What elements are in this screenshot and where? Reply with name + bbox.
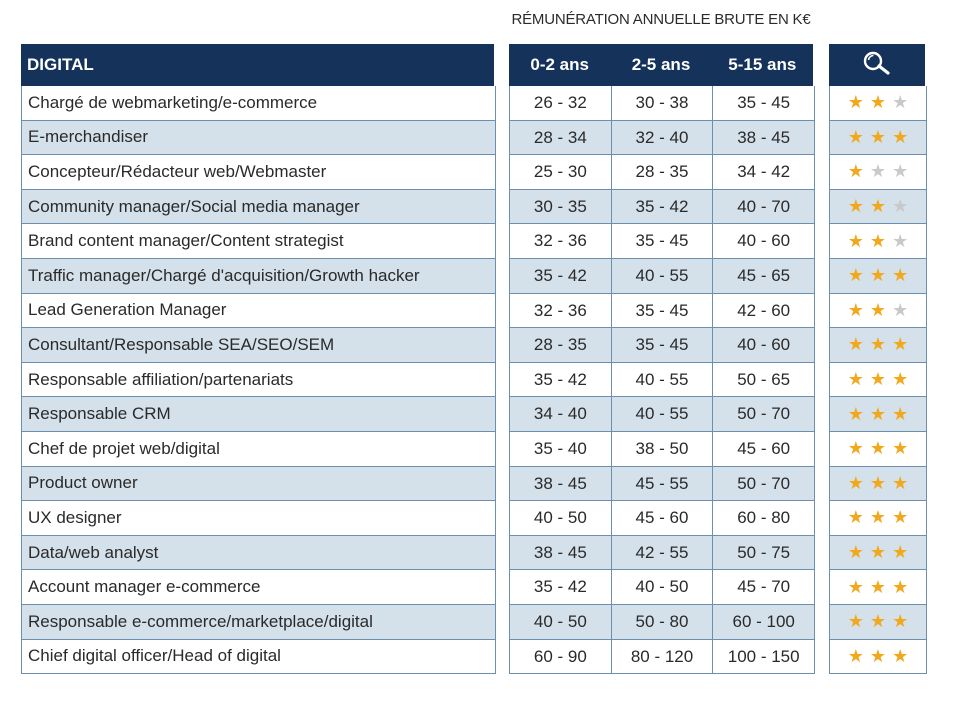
salary-range-cell: 40 - 50: [611, 570, 713, 604]
job-title-cell: Chargé de webmarketing/e-commerce: [22, 86, 495, 121]
rating-cell: [830, 397, 926, 432]
salary-row: [510, 467, 814, 502]
salary-range-cell: 35 - 45: [611, 224, 713, 258]
job-title-cell: Responsable e-commerce/marketplace/digital: [22, 605, 495, 640]
salary-range-cell: 50 - 70: [712, 397, 814, 431]
rating-cell: [830, 570, 926, 605]
star-icon: ★: [847, 645, 864, 666]
salary-row: [510, 190, 814, 225]
rating-cell: [830, 605, 926, 640]
salary-range-cell: 100 - 150: [712, 640, 814, 674]
salary-range-cell: 80 - 120: [611, 640, 713, 674]
rating-cell: [830, 294, 926, 329]
salary-range-cell: 30 - 35: [533, 196, 587, 216]
salary-row: [510, 501, 814, 536]
salary-range-cell: 45 - 65: [712, 259, 814, 293]
rating-cell: [830, 501, 926, 536]
salary-range-cell: 38 - 50: [611, 432, 713, 466]
rating-cell: [830, 86, 926, 121]
experience-header: [509, 44, 813, 86]
salary-range-cell: 40 - 55: [611, 259, 713, 293]
job-title-cell: Concepteur/Rédacteur web/Webmaster: [22, 155, 495, 190]
salary-range-cell: 50 - 75: [712, 536, 814, 570]
rating-cell: [830, 121, 926, 156]
job-title-cell: Data/web analyst: [22, 536, 495, 571]
star-icon: ★: [847, 334, 864, 355]
salary-row: [510, 294, 814, 329]
salary-range-cell: 40 - 60: [712, 224, 814, 258]
star-icon: ★: [869, 576, 887, 597]
salary-range-cell: 28 - 35: [611, 155, 713, 189]
salary-range-cell: 25 - 30: [533, 162, 587, 182]
salary-range-cell: 60 - 100: [712, 605, 814, 639]
job-title-cell: Chief digital officer/Head of digital: [22, 640, 495, 675]
salary-row: [510, 605, 814, 640]
job-title-cell: Brand content manager/Content strategist: [22, 224, 495, 259]
salary-range-cell: 50 - 70: [712, 467, 814, 501]
salary-range-cell: 60 - 80: [712, 501, 814, 535]
rating-cell: [830, 155, 926, 190]
star-icon: ★: [892, 472, 909, 493]
star-icon: ★: [869, 230, 887, 251]
salary-range-cell: 35 - 42: [533, 369, 587, 389]
salary-row: [510, 570, 814, 605]
salary-range-cell: 40 - 50: [533, 508, 587, 528]
salary-range-cell: 38 - 45: [533, 542, 587, 562]
salary-range-cell: 32 - 40: [611, 121, 713, 155]
salary-row: [510, 363, 814, 398]
star-icon: ★: [847, 196, 864, 217]
salary-range-cell: 40 - 70: [712, 190, 814, 224]
job-title-cell: Product owner: [22, 467, 495, 502]
salary-row: [510, 432, 814, 467]
salary-range-cell: 60 - 90: [533, 646, 587, 666]
salary-range-cell: 42 - 55: [611, 536, 713, 570]
star-icon: ★: [847, 611, 864, 632]
salary-row: [510, 397, 814, 432]
job-title-cell: Responsable CRM: [22, 397, 495, 432]
salary-row: [510, 155, 814, 190]
salary-range-cell: 28 - 35: [533, 335, 587, 355]
salary-range-cell: 40 - 60: [712, 328, 814, 362]
star-icon: ★: [869, 507, 887, 528]
salary-range-cell: 45 - 60: [712, 432, 814, 466]
salary-range-cell: 32 - 36: [533, 231, 587, 251]
rating-cell: [830, 536, 926, 571]
star-icon: ★: [892, 161, 909, 182]
salary-range-cell: 30 - 38: [611, 86, 713, 120]
star-icon: ★: [847, 369, 864, 390]
star-icon: ★: [847, 161, 864, 182]
star-icon: ★: [892, 196, 909, 217]
salary-row: [510, 640, 814, 675]
job-title-column: [21, 86, 496, 674]
salary-range-cell: 50 - 80: [611, 605, 713, 639]
column-header-5-15: 5-15 ans: [728, 55, 797, 74]
salary-range-cell: 34 - 40: [533, 404, 587, 424]
star-icon: ★: [847, 542, 864, 563]
section-header: DIGITAL: [21, 44, 494, 86]
salary-range-columns: [509, 86, 815, 674]
job-title-cell: Community manager/Social media manager: [22, 190, 495, 225]
star-icon: ★: [847, 299, 864, 320]
star-icon: ★: [892, 438, 909, 459]
job-title-cell: Lead Generation Manager: [22, 294, 495, 329]
job-title-cell: Chef de projet web/digital: [22, 432, 495, 467]
star-icon: ★: [847, 265, 864, 286]
star-icon: ★: [869, 265, 887, 286]
star-icon: ★: [847, 438, 864, 459]
salary-range-cell: 45 - 70: [712, 570, 814, 604]
star-icon: ★: [892, 645, 909, 666]
salary-range-cell: 35 - 42: [533, 265, 587, 285]
rating-header: [829, 44, 925, 86]
rating-cell: [830, 640, 926, 675]
salary-row: [510, 224, 814, 259]
rating-cell: [830, 259, 926, 294]
salary-row: [510, 536, 814, 571]
rating-cell: [830, 328, 926, 363]
star-icon: ★: [847, 472, 864, 493]
salary-range-cell: 34 - 42: [712, 155, 814, 189]
salary-range-cell: 38 - 45: [712, 121, 814, 155]
salary-range-cell: 35 - 40: [533, 438, 587, 458]
magnifier-icon: [860, 49, 894, 82]
star-icon: ★: [869, 611, 887, 632]
star-icon: ★: [847, 230, 864, 251]
star-icon: ★: [847, 576, 864, 597]
star-icon: ★: [892, 611, 909, 632]
rating-cell: [830, 190, 926, 225]
salary-range-cell: 38 - 45: [533, 473, 587, 493]
star-icon: ★: [869, 161, 887, 182]
salary-range-cell: 32 - 36: [533, 300, 587, 320]
job-title-cell: Account manager e-commerce: [22, 570, 495, 605]
rating-cell: [830, 467, 926, 502]
column-header-0-2: 0-2 ans: [530, 55, 589, 74]
star-icon: ★: [892, 334, 909, 355]
star-icon: ★: [892, 299, 909, 320]
salary-range-cell: 40 - 55: [611, 397, 713, 431]
salary-row: [510, 121, 814, 156]
star-icon: ★: [892, 265, 909, 286]
job-title-cell: Responsable affiliation/partenariats: [22, 363, 495, 398]
salary-row: [510, 328, 814, 363]
salary-row: [510, 259, 814, 294]
salary-caption: RÉMUNÉRATION ANNUELLE BRUTE EN K€: [511, 11, 811, 28]
salary-range-cell: 35 - 45: [611, 328, 713, 362]
salary-range-cell: 26 - 32: [533, 93, 587, 112]
column-header-2-5: 2-5 ans: [631, 55, 691, 74]
salary-range-cell: 45 - 60: [611, 501, 713, 535]
star-icon: ★: [869, 92, 887, 113]
star-icon: ★: [869, 472, 887, 493]
star-icon: ★: [892, 542, 909, 563]
star-icon: ★: [847, 507, 864, 528]
salary-range-cell: 50 - 65: [712, 363, 814, 397]
salary-range-cell: 40 - 50: [533, 611, 587, 631]
star-icon: ★: [869, 369, 887, 390]
star-icon: ★: [869, 126, 887, 147]
star-icon: ★: [869, 438, 887, 459]
star-icon: ★: [892, 576, 909, 597]
rating-cell: [830, 432, 926, 467]
salary-range-cell: 45 - 55: [611, 467, 713, 501]
star-icon: ★: [869, 299, 887, 320]
star-icon: ★: [847, 92, 864, 113]
star-icon: ★: [869, 542, 887, 563]
rating-cell: [830, 363, 926, 398]
star-icon: ★: [892, 92, 909, 113]
rating-cell: [830, 224, 926, 259]
salary-range-cell: 35 - 45: [611, 294, 713, 328]
job-title-cell: UX designer: [22, 501, 495, 536]
salary-range-cell: 35 - 45: [712, 86, 814, 120]
job-title-cell: Traffic manager/Chargé d'acquisition/Growth hacker: [22, 259, 495, 294]
star-icon: ★: [847, 126, 864, 147]
star-icon: ★: [869, 645, 887, 666]
salary-range-cell: 42 - 60: [712, 294, 814, 328]
job-title-cell: Consultant/Responsable SEA/SEO/SEM: [22, 328, 495, 363]
star-icon: ★: [869, 403, 887, 424]
rating-column: [829, 86, 927, 674]
salary-range-cell: 40 - 55: [611, 363, 713, 397]
job-title-cell: E-merchandiser: [22, 121, 495, 156]
salary-range-cell: 35 - 42: [533, 577, 587, 597]
star-icon: ★: [892, 403, 909, 424]
star-icon: ★: [869, 334, 887, 355]
salary-range-cell: 35 - 42: [611, 190, 713, 224]
star-icon: ★: [847, 403, 864, 424]
star-icon: ★: [892, 507, 909, 528]
salary-row: [510, 86, 814, 121]
salary-range-cell: 28 - 34: [533, 127, 587, 147]
star-icon: ★: [869, 196, 887, 217]
star-icon: ★: [892, 230, 909, 251]
star-icon: ★: [892, 369, 909, 390]
star-icon: ★: [892, 126, 909, 147]
